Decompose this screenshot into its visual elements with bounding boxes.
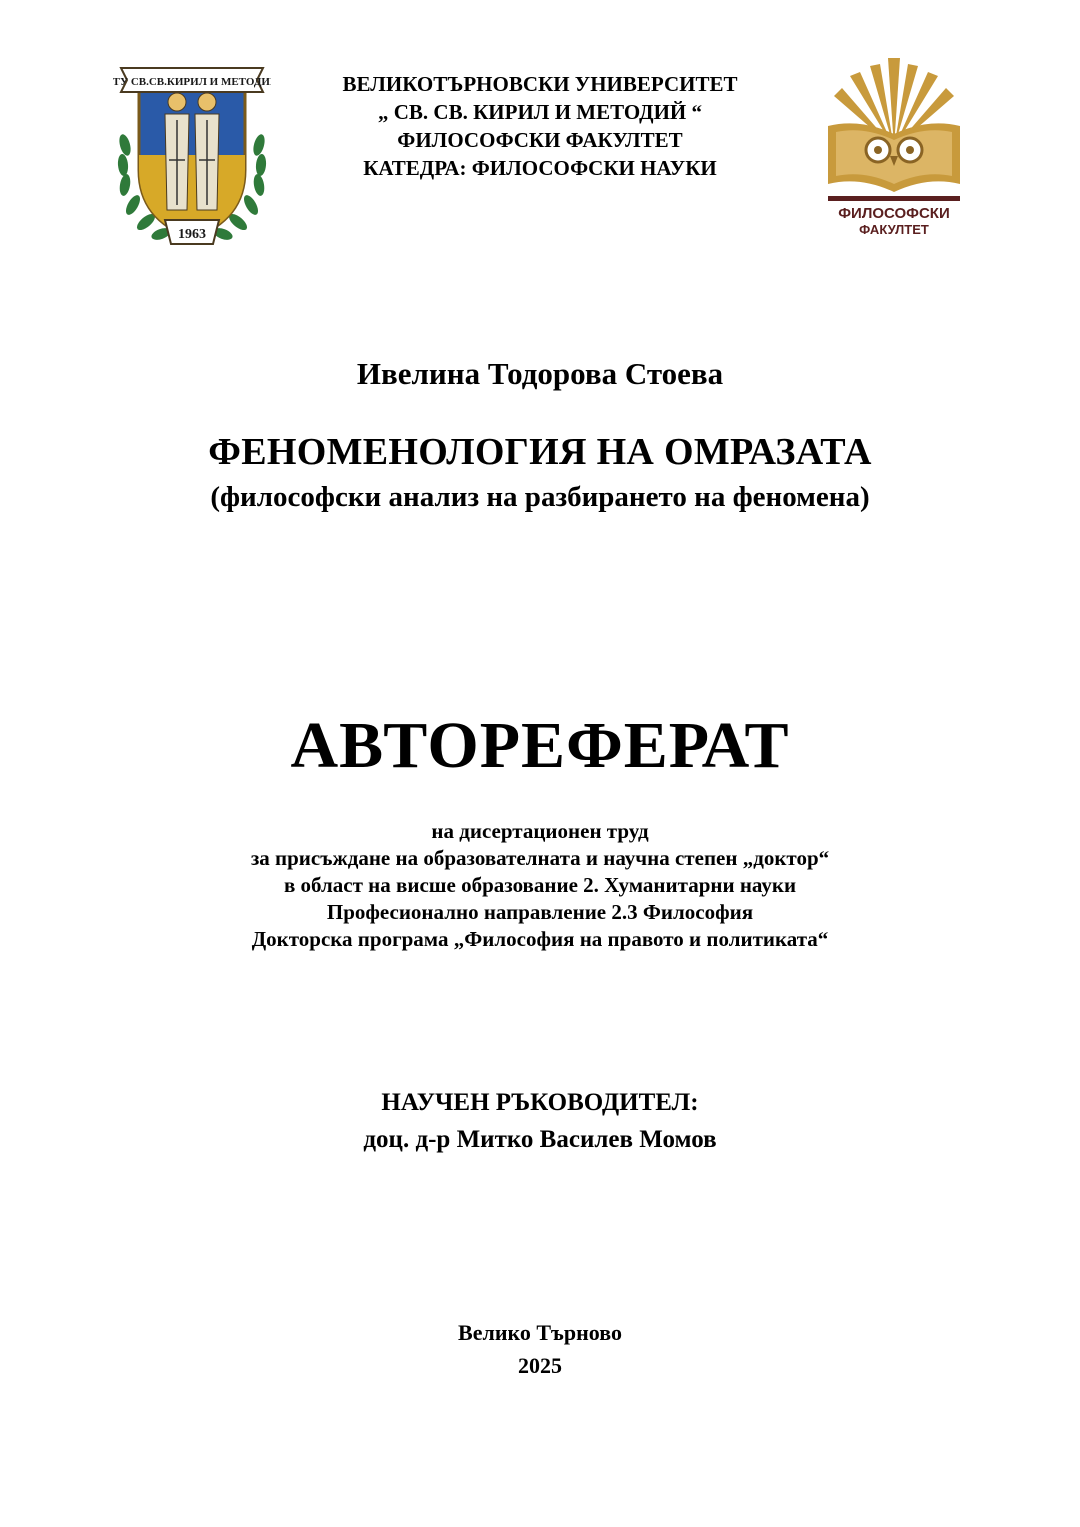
university-patron: „ СВ. СВ. КИРИЛ И МЕТОДИЙ “	[377, 100, 702, 124]
description-line: за присъждане на образователната и научна степен „доктор“	[250, 846, 830, 870]
year: 2025	[518, 1353, 562, 1378]
dissertation-description	[0, 818, 1080, 953]
dissertation-title: ФЕНОМЕНОЛОГИЯ НА ОМРАЗАТА	[208, 431, 872, 473]
supervisor-label: НАУЧЕН РЪКОВОДИТЕЛ:	[381, 1089, 699, 1116]
university-title: ВЕЛИКОТЪРНОВСКИ УНИВЕРСИТЕТ	[342, 72, 738, 96]
supervisor-name: доц. д-р Митко Василев Момов	[363, 1126, 717, 1153]
faculty-logo-line1: ФИЛОСОФСКИ	[838, 205, 950, 222]
description-line: на дисертационен труд	[431, 819, 649, 843]
description-line: в област на висше образование 2. Хуманитарни науки	[283, 873, 797, 897]
crest-banner-text: ВТУ СВ.СВ.КИРИЛ И МЕТОДИЙ	[113, 76, 271, 88]
city: Велико Търново	[458, 1320, 622, 1345]
faculty-title: ФИЛОСОФСКИ ФАКУЛТЕТ	[397, 128, 683, 152]
department-title: КАТЕДРА: ФИЛОСОФСКИ НАУКИ	[363, 156, 717, 180]
institution-header	[280, 70, 800, 182]
description-line: Докторска програма „Философия на правото и политиката“	[251, 927, 829, 951]
author-name: Ивелина Тодорова Стоева	[356, 356, 724, 391]
university-crest-icon	[113, 60, 271, 250]
faculty-owl-book-icon	[820, 56, 968, 246]
document-type-heading: АВТОРЕФЕРАТ	[290, 709, 790, 782]
crest-year-text: 1963	[178, 227, 206, 242]
faculty-logo-line2: ФАКУЛТЕТ	[859, 222, 929, 237]
dissertation-subtitle: (философски анализ на разбирането на феномена)	[210, 481, 870, 513]
description-line: Професионално направление 2.3 Философия	[326, 900, 754, 924]
